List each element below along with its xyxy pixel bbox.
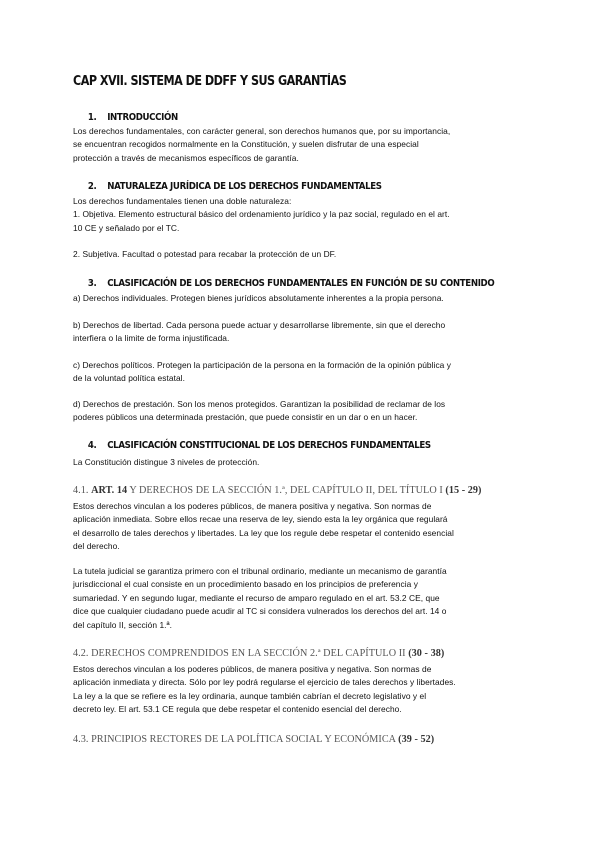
text-line: el desarrollo de tales derechos y libertades. La ley que los regule debe respetar el contenido esencial	[73, 527, 454, 538]
subsection-4-3-heading	[73, 734, 533, 745]
text-line: dice que cualquier ciudadano puede acudir al TC si considera vulnerados los derechos del art. 14 o	[73, 606, 447, 617]
text-line: b) Derechos de libertad. Cada persona puede actuar y desarrollarse libremente, sin que el derecho	[73, 320, 446, 330]
section-3-item-c	[73, 359, 533, 386]
subsection-4-2-paragraph	[73, 663, 533, 717]
text-line: aplicación inmediata y directa. Sólo por ley podrá regularse el ejercicio de tales derechos y libertades.	[73, 677, 456, 688]
subsection-range: (30 - 38)	[408, 648, 445, 659]
section-1-paragraph	[73, 125, 533, 165]
section-number: 3.	[87, 278, 97, 289]
subsection-number: 4.2.	[73, 648, 89, 659]
text-line: Estos derechos vinculan a los poderes públicos, de manera positiva y negativa. Son normas de	[73, 664, 432, 674]
text-line: La tutela judicial se garantiza primero con el tribunal ordinario, mediante un mecanismo de garantía	[73, 566, 447, 576]
section-3-item-a	[73, 292, 533, 305]
section-3-heading	[73, 278, 541, 289]
section-title: CLASIFICACIÓN CONSTITUCIONAL DE LOS DERECHOS FUNDAMENTALES	[107, 440, 431, 451]
text-line: del capítulo II, sección 1.ª.	[73, 619, 173, 630]
text-line: aplicación inmediata. Sobre ellos recae una reserva de ley, siendo esta la ley orgánica que regulará	[73, 514, 448, 525]
section-3-item-b	[73, 319, 533, 346]
text-line: Los derechos fundamentales, con carácter general, son derechos humanos que, por su importancia,	[73, 126, 451, 136]
subsection-range: (15 - 29)	[445, 485, 482, 496]
text-line: c) Derechos políticos. Protegen la participación de la persona en la formación de la opinión pública y	[73, 360, 452, 370]
section-3-item-d	[73, 398, 533, 425]
subsection-title: DERECHOS COMPRENDIDOS EN LA SECCIÓN 2.ª DEL CAPÍTULO II	[91, 648, 406, 659]
text-line: d) Derechos de prestación. Son los menos protegidos. Garantizan la posibilidad de reclamar de los	[73, 399, 446, 409]
text-line: La ley a la que se refiere es la ley ordinaria, aunque también cabrían el decreto legislativo y el	[73, 690, 427, 701]
section-title: INTRODUCCIÓN	[107, 112, 178, 123]
text-line: se encuentran recogidos normalmente en la Constitución, y suelen disfrutar de una especial	[73, 139, 419, 150]
text-line: sumariedad. Y en segundo lugar, mediante el recurso de amparo regulado en el art. 53.2 CE, que	[73, 592, 440, 603]
text-line: poderes públicos una determinada prestación, que puede consistir en un dar o en un hacer.	[73, 412, 418, 423]
subsection-4-1-paragraph-1	[73, 500, 533, 554]
section-4-intro	[73, 456, 533, 469]
section-2-heading	[73, 181, 541, 192]
section-title: NATURALEZA JURÍDICA DE LOS DERECHOS FUNDAMENTALES	[107, 181, 382, 192]
page-title: CAP XVII. SISTEMA DE DDFF Y SUS GARANTÍAS	[73, 74, 347, 89]
text-line: 2. Subjetiva. Facultad o potestad para recabar la protección de un DF.	[73, 249, 337, 259]
text-line: a) Derechos individuales. Protegen bienes jurídicos absolutamente inherentes a la propia persona.	[73, 293, 444, 303]
text-line: Los derechos fundamentales tienen una doble naturaleza:	[73, 196, 292, 206]
section-number: 2.	[87, 181, 97, 192]
section-title: CLASIFICACIÓN DE LOS DERECHOS FUNDAMENTALES EN FUNCIÓN DE SU CONTENIDO	[107, 278, 495, 289]
subsection-title: PRINCIPIOS RECTORES DE LA POLÍTICA SOCIAL Y ECONÓMICA	[91, 734, 396, 745]
section-1-heading	[73, 112, 541, 123]
section-2-paragraph	[73, 195, 533, 235]
subsection-title: Y DERECHOS DE LA SECCIÓN 1.ª, DEL CAPÍTULO II, DEL TÍTULO I	[129, 485, 443, 496]
subsection-range: (39 - 52)	[398, 734, 435, 745]
subsection-4-1-heading	[73, 485, 533, 496]
text-line: Estos derechos vinculan a los poderes públicos, de manera positiva y negativa. Son normas de	[73, 501, 432, 511]
section-number: 1.	[87, 112, 97, 123]
text-line: de la voluntad política estatal.	[73, 373, 185, 384]
subsection-number: 4.1.	[73, 485, 89, 496]
subsection-number: 4.3.	[73, 734, 89, 745]
text-line: interfiera o la limite de forma injustificada.	[73, 333, 230, 344]
text-line: jurisdiccional el cual consiste en un procedimiento basado en los principios de preferencia y	[73, 579, 418, 590]
text-line: del derecho.	[73, 541, 120, 552]
text-line: decreto ley. El art. 53.1 CE regula que debe respetar el contenido esencial del derecho.	[73, 704, 402, 715]
section-number: 4.	[87, 440, 97, 451]
subsection-4-1-paragraph-2	[73, 565, 533, 632]
text-line: 10 CE y señalado por el TC.	[73, 222, 180, 233]
text-line: protección a través de mecanismos específicos de garantía.	[73, 152, 299, 163]
text-line: 1. Objetiva. Elemento estructural básico del ordenamiento jurídico y la paz social, regulado en el art.	[73, 209, 450, 220]
text-line: La Constitución distingue 3 niveles de protección.	[73, 457, 260, 467]
section-2-item-2	[73, 248, 533, 261]
subsection-article: ART. 14	[91, 485, 128, 496]
subsection-4-2-heading	[73, 648, 533, 659]
section-4-heading	[73, 440, 541, 451]
